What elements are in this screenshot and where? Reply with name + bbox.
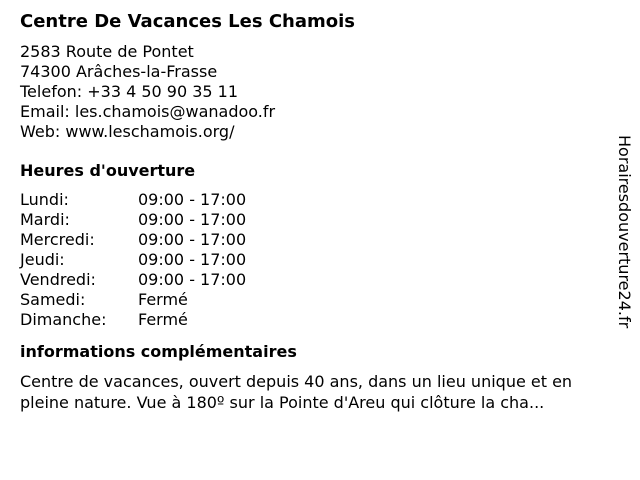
street-address: 2583 Route de Pontet (20, 42, 194, 61)
day-label: Mercredi: (20, 230, 95, 249)
hours-row-thursday (20, 250, 610, 270)
hours-value: 09:00 - 17:00 (138, 210, 247, 229)
day-label: Dimanche: (20, 310, 107, 329)
day-label: Vendredi: (20, 270, 96, 289)
email-address: Email: les.chamois@wanadoo.fr (20, 102, 276, 121)
hours-value: Fermé (138, 310, 188, 329)
additional-info-heading: informations complémentaires (20, 342, 297, 361)
hours-value: Fermé (138, 290, 188, 309)
day-label: Lundi: (20, 190, 69, 209)
hours-value: 09:00 - 17:00 (138, 270, 247, 289)
business-card (20, 10, 610, 413)
hours-row-saturday (20, 290, 610, 310)
hours-row-wednesday (20, 230, 610, 250)
additional-info-text: Centre de vacances, ouvert depuis 40 ans, dans un lieu unique et en pleine nature. Vue à 180º sur la Pointe d'Areu qui clôture la cha... (20, 372, 573, 412)
hours-value: 09:00 - 17:00 (138, 190, 247, 209)
opening-hours-heading: Heures d'ouverture (20, 161, 196, 180)
hours-row-monday (20, 190, 610, 210)
hours-row-friday (20, 270, 610, 290)
day-label: Samedi: (20, 290, 86, 309)
city-address: 74300 Arâches-la-Frasse (20, 62, 218, 81)
hours-row-sunday (20, 310, 610, 330)
business-title: Centre De Vacances Les Chamois (20, 11, 356, 32)
address-block (20, 42, 610, 142)
opening-hours-table (20, 190, 610, 330)
brand-watermark: Horairesdouverture24.fr (615, 135, 634, 329)
hours-value: 09:00 - 17:00 (138, 250, 247, 269)
day-label: Jeudi: (20, 250, 65, 269)
hours-row-tuesday (20, 210, 610, 230)
day-label: Mardi: (20, 210, 70, 229)
phone-number: Telefon: +33 4 50 90 35 11 (20, 82, 239, 101)
website-address: Web: www.leschamois.org/ (20, 122, 235, 141)
hours-value: 09:00 - 17:00 (138, 230, 247, 249)
